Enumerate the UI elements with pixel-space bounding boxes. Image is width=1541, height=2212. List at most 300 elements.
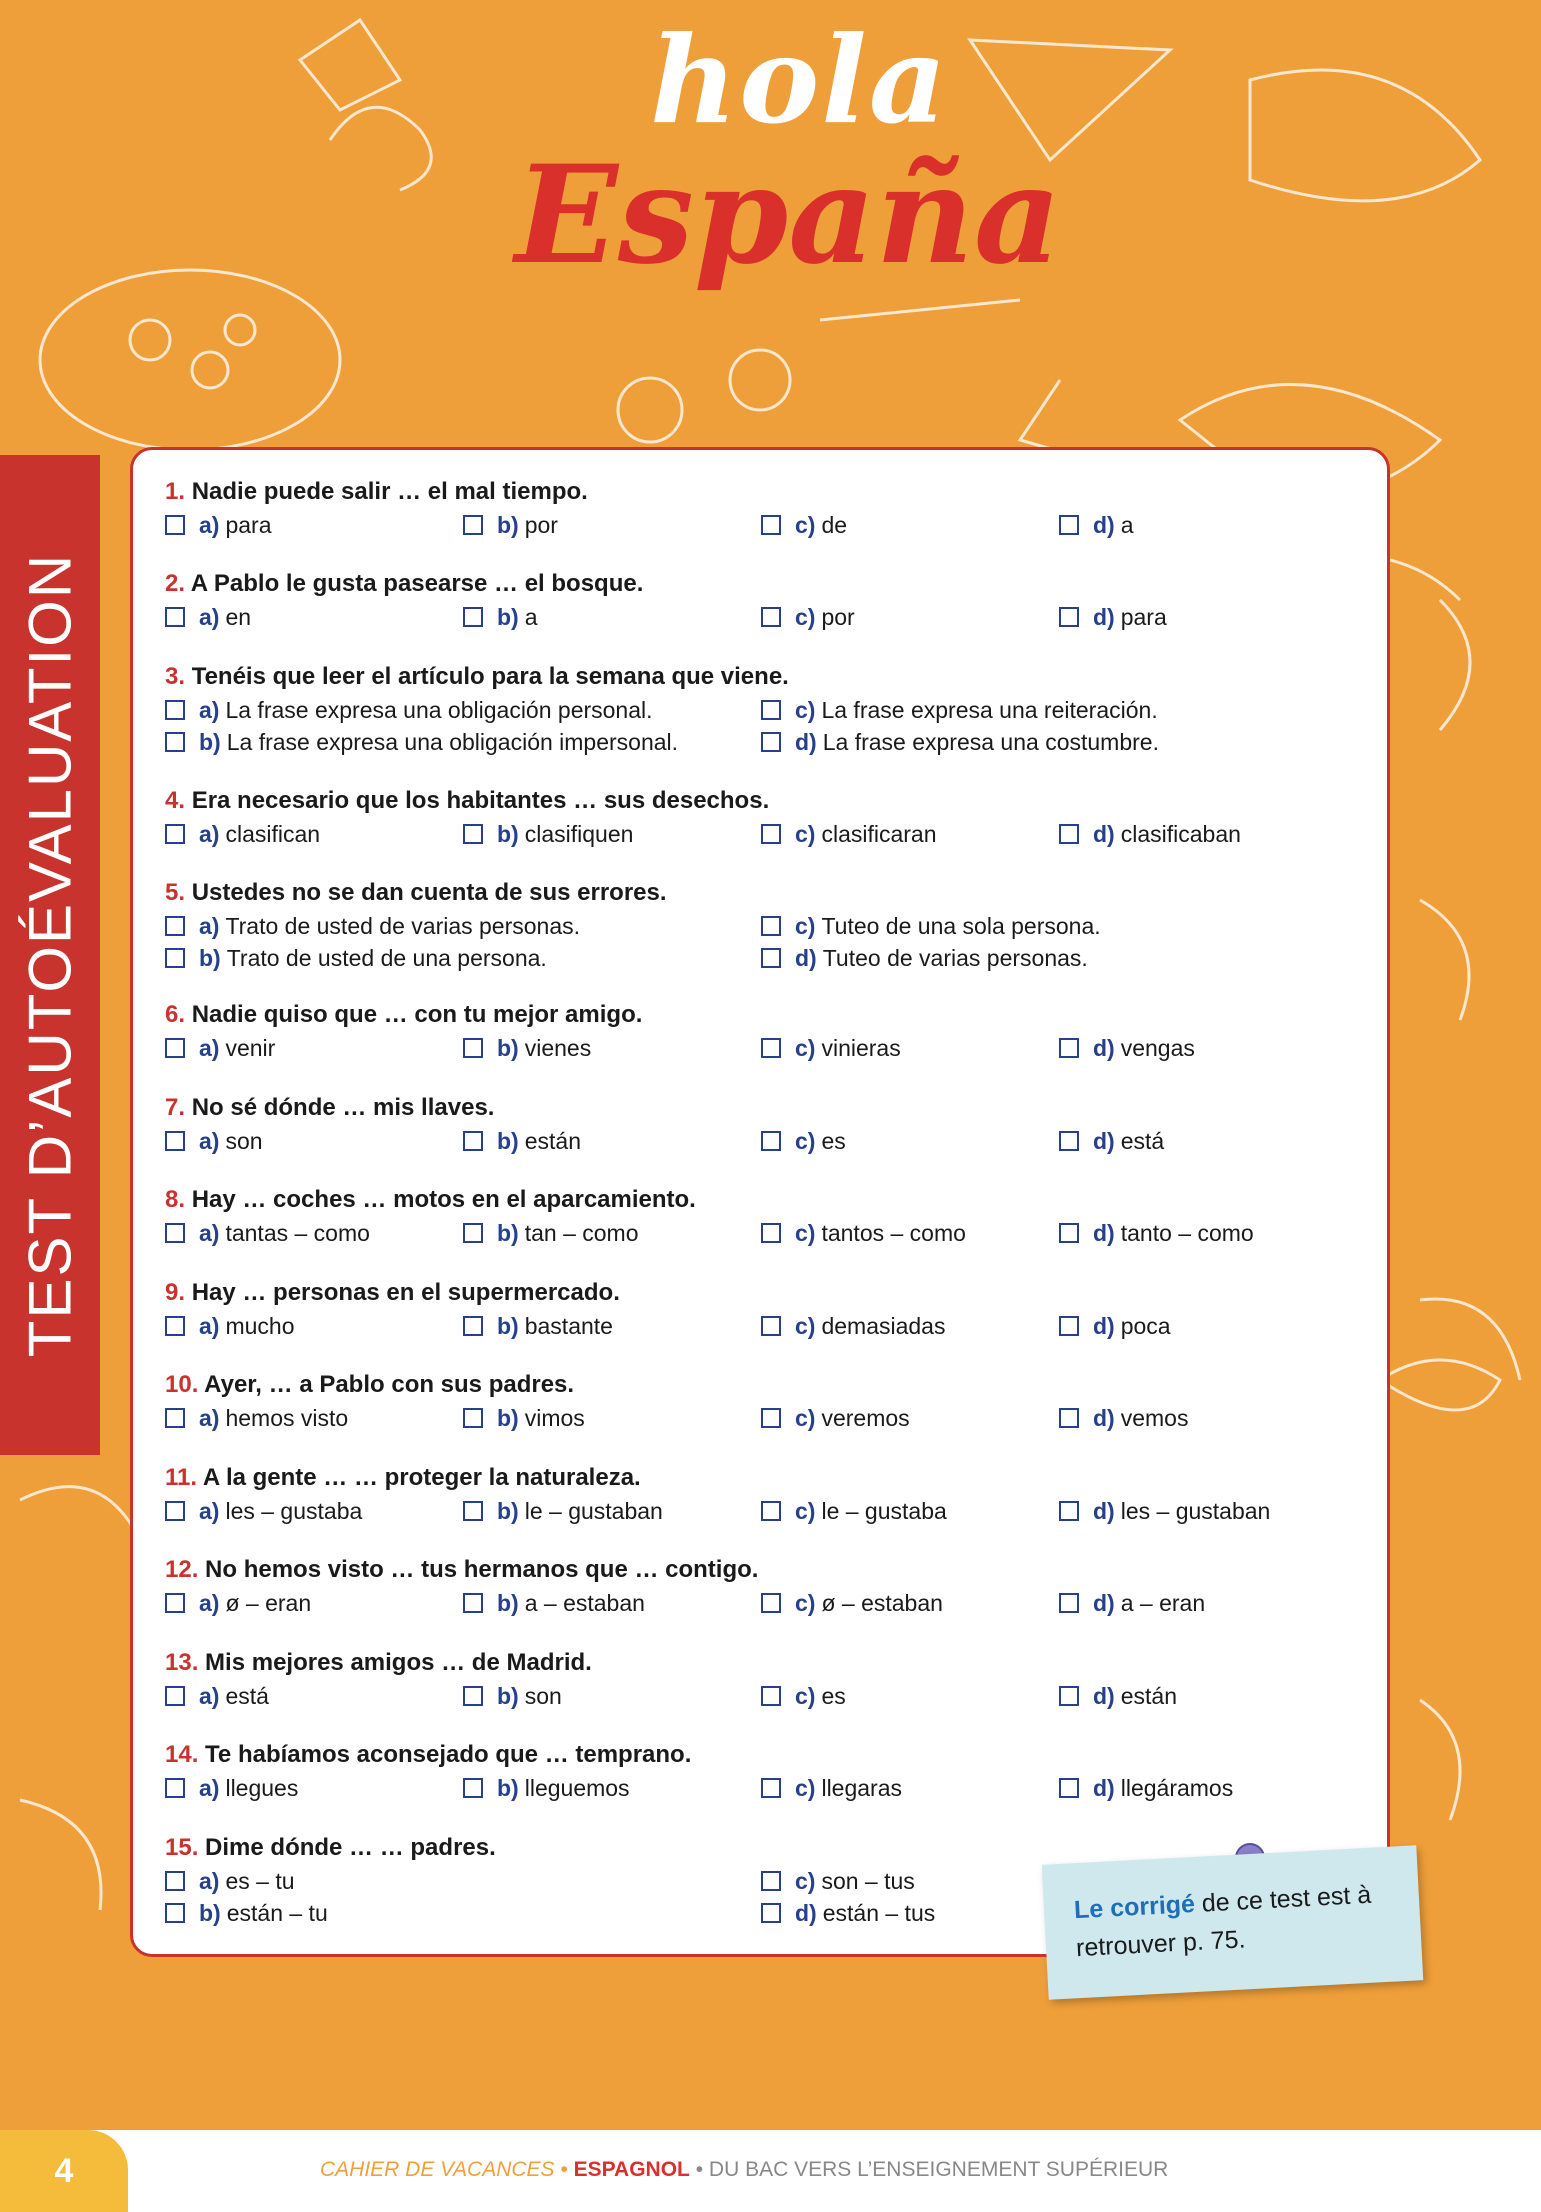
checkbox-icon[interactable] xyxy=(165,1903,185,1923)
checkbox-icon[interactable] xyxy=(165,1316,185,1336)
answer-option[interactable] xyxy=(1059,509,1357,541)
checkbox-icon[interactable] xyxy=(1059,1501,1079,1521)
option-letter: b) xyxy=(497,1497,519,1524)
answer-options xyxy=(165,1310,1365,1344)
option-letter: c) xyxy=(795,820,816,847)
option-label: están xyxy=(524,1127,581,1154)
question-number: 1. xyxy=(165,478,186,505)
option-label: tantas – como xyxy=(225,1219,370,1246)
question-number: 9. xyxy=(165,1279,186,1306)
checkbox-icon[interactable] xyxy=(165,1686,185,1706)
option-label: poca xyxy=(1120,1312,1171,1339)
checkbox-icon[interactable] xyxy=(761,1316,781,1336)
checkbox-icon[interactable] xyxy=(1059,1686,1079,1706)
option-letter: b) xyxy=(497,820,519,847)
checkbox-icon[interactable] xyxy=(463,1686,483,1706)
question-1 xyxy=(165,475,1365,543)
checkbox-icon[interactable] xyxy=(1059,1223,1079,1243)
checkbox-icon[interactable] xyxy=(463,1778,483,1798)
footer-part3: • DU BAC VERS L’ENSEIGNEMENT SUPÉRIEUR xyxy=(689,2158,1169,2181)
answer-option[interactable] xyxy=(165,1217,463,1249)
option-label: hemos visto xyxy=(225,1404,349,1431)
option-label: veremos xyxy=(821,1404,910,1431)
option-label: para xyxy=(225,511,272,538)
answer-option[interactable] xyxy=(761,1310,1059,1342)
checkbox-icon[interactable] xyxy=(761,1593,781,1613)
answer-option[interactable] xyxy=(1059,1402,1357,1434)
answer-options xyxy=(165,1032,1365,1066)
option-letter: d) xyxy=(1093,820,1115,847)
option-letter: c) xyxy=(795,1127,816,1154)
option-letter: d) xyxy=(1093,1034,1115,1061)
option-letter: d) xyxy=(795,1899,817,1926)
checkbox-icon[interactable] xyxy=(1059,1038,1079,1058)
question-label: Tenéis que leer el artículo para la semana que viene. xyxy=(191,663,789,690)
option-label: Trato de usted de una persona. xyxy=(226,944,547,971)
question-text xyxy=(165,567,1365,601)
option-label: vemos xyxy=(1120,1404,1189,1431)
question-number: 12. xyxy=(165,1556,199,1583)
question-label: Hay … coches … motos en el aparcamiento. xyxy=(191,1186,696,1213)
footer xyxy=(0,2130,1541,2212)
option-letter: d) xyxy=(1093,1774,1115,1801)
question-label: A Pablo le gusta pasearse … el bosque. xyxy=(190,570,644,597)
option-letter: c) xyxy=(795,511,816,538)
question-8 xyxy=(165,1183,1365,1251)
note-strong-text: Le corrigé xyxy=(1073,1889,1196,1925)
answer-options xyxy=(165,1125,1365,1159)
answer-options xyxy=(165,1680,1365,1714)
checkbox-icon[interactable] xyxy=(463,1316,483,1336)
option-label: clasificaban xyxy=(1120,820,1241,847)
question-2 xyxy=(165,567,1365,635)
option-letter: c) xyxy=(795,696,816,723)
option-letter: d) xyxy=(1093,1589,1115,1616)
option-letter: d) xyxy=(795,944,817,971)
checkbox-icon[interactable] xyxy=(165,1778,185,1798)
question-text xyxy=(165,1553,1365,1587)
answer-option[interactable] xyxy=(761,1680,1059,1712)
option-label: La frase expresa una reiteración. xyxy=(821,696,1158,723)
question-number: 15. xyxy=(165,1834,199,1861)
option-label: está xyxy=(1120,1127,1165,1154)
checkbox-icon[interactable] xyxy=(165,916,185,936)
answer-option[interactable] xyxy=(165,818,463,850)
checkbox-icon[interactable] xyxy=(761,700,781,720)
question-3 xyxy=(165,660,1365,758)
option-label: bastante xyxy=(524,1312,613,1339)
option-label: llegaras xyxy=(821,1774,902,1801)
question-label: Mis mejores amigos … de Madrid. xyxy=(205,1649,592,1676)
question-label: Era necesario que los habitantes … sus desechos. xyxy=(191,787,770,814)
option-letter: d) xyxy=(1093,1404,1115,1431)
checkbox-icon[interactable] xyxy=(463,515,483,535)
checkbox-icon[interactable] xyxy=(165,1038,185,1058)
note-text: de ce test est à retrouver p. 75. xyxy=(1075,1880,1372,1963)
option-letter: b) xyxy=(497,1127,519,1154)
answer-options xyxy=(165,1772,1365,1806)
option-letter: b) xyxy=(199,728,221,755)
checkbox-icon[interactable] xyxy=(165,948,185,968)
checkbox-icon[interactable] xyxy=(165,1501,185,1521)
checkbox-icon[interactable] xyxy=(1059,515,1079,535)
checkbox-icon[interactable] xyxy=(165,1408,185,1428)
option-letter: a) xyxy=(199,912,220,939)
answer-option[interactable] xyxy=(761,942,1357,974)
answer-option[interactable] xyxy=(165,1310,463,1342)
question-text xyxy=(165,475,1365,509)
option-label: Tuteo de varias personas. xyxy=(822,944,1088,971)
option-letter: b) xyxy=(497,511,519,538)
checkbox-icon[interactable] xyxy=(463,1131,483,1151)
question-label: No sé dónde … mis llaves. xyxy=(191,1094,495,1121)
answer-option[interactable] xyxy=(165,1865,761,1897)
answer-option[interactable] xyxy=(761,726,1357,758)
option-label: son – tus xyxy=(821,1867,915,1894)
answer-options xyxy=(165,1402,1365,1436)
checkbox-icon[interactable] xyxy=(165,1593,185,1613)
question-number: 10. xyxy=(165,1371,199,1398)
option-label: Tuteo de una sola persona. xyxy=(821,912,1101,939)
question-label: Nadie quiso que … con tu mejor amigo. xyxy=(191,1001,643,1028)
answer-option[interactable] xyxy=(463,1217,761,1249)
option-letter: d) xyxy=(1093,1127,1115,1154)
answer-note xyxy=(1042,1845,1424,1999)
checkbox-icon[interactable] xyxy=(165,700,185,720)
checkbox-icon[interactable] xyxy=(761,916,781,936)
checkbox-icon[interactable] xyxy=(761,1501,781,1521)
question-number: 7. xyxy=(165,1094,186,1121)
option-label: son xyxy=(524,1682,562,1709)
question-label: No hemos visto … tus hermanos que … contigo. xyxy=(205,1556,759,1583)
answer-option[interactable] xyxy=(761,509,1059,541)
answer-option[interactable] xyxy=(1059,1587,1357,1619)
question-text xyxy=(165,1738,1365,1772)
option-label: a xyxy=(524,603,538,630)
checkbox-icon[interactable] xyxy=(463,1593,483,1613)
answer-options xyxy=(165,1495,1365,1529)
answer-option[interactable] xyxy=(463,1772,761,1804)
question-label: Te habíamos aconsejado que … temprano. xyxy=(205,1741,692,1768)
option-label: les – gustaban xyxy=(1120,1497,1271,1524)
option-label: es xyxy=(821,1127,846,1154)
option-label: demasiadas xyxy=(821,1312,946,1339)
option-label: en xyxy=(225,603,252,630)
answer-options xyxy=(165,1217,1365,1251)
option-label: vienes xyxy=(524,1034,592,1061)
answer-option[interactable] xyxy=(463,818,761,850)
checkbox-icon[interactable] xyxy=(1059,1593,1079,1613)
option-letter: c) xyxy=(795,1867,816,1894)
checkbox-icon[interactable] xyxy=(165,1131,185,1151)
option-label: clasifiquen xyxy=(524,820,634,847)
answer-option[interactable] xyxy=(463,1402,761,1434)
question-10 xyxy=(165,1368,1365,1436)
answer-option[interactable] xyxy=(761,1587,1059,1619)
option-label: La frase expresa una obligación personal. xyxy=(225,696,653,723)
answer-option[interactable] xyxy=(1059,1495,1357,1527)
espana-title: España xyxy=(515,135,1062,294)
option-letter: c) xyxy=(795,1034,816,1061)
option-label: clasifican xyxy=(225,820,321,847)
answer-option[interactable] xyxy=(761,694,1357,726)
checkbox-icon[interactable] xyxy=(463,1223,483,1243)
option-letter: d) xyxy=(1093,1497,1115,1524)
option-letter: d) xyxy=(1093,603,1115,630)
option-letter: a) xyxy=(199,820,220,847)
answer-option[interactable] xyxy=(761,1217,1059,1249)
question-6 xyxy=(165,998,1365,1066)
checkbox-icon[interactable] xyxy=(1059,1131,1079,1151)
option-letter: a) xyxy=(199,1589,220,1616)
checkbox-icon[interactable] xyxy=(761,1778,781,1798)
question-label: Hay … personas en el supermercado. xyxy=(191,1279,620,1306)
option-letter: b) xyxy=(497,1404,519,1431)
option-label: a xyxy=(1120,511,1134,538)
question-7 xyxy=(165,1091,1365,1159)
hola-lettering: hola xyxy=(650,10,949,151)
option-label: le – gustaban xyxy=(524,1497,663,1524)
option-label: están xyxy=(1120,1682,1177,1709)
answer-option[interactable] xyxy=(165,910,761,942)
answer-option[interactable] xyxy=(463,1125,761,1157)
answer-option[interactable] xyxy=(463,601,761,633)
answer-option[interactable] xyxy=(165,726,761,758)
answer-option[interactable] xyxy=(463,1495,761,1527)
answer-option[interactable] xyxy=(463,1310,761,1342)
option-label: por xyxy=(821,603,855,630)
checkbox-icon[interactable] xyxy=(761,824,781,844)
question-text xyxy=(165,1183,1365,1217)
checkbox-icon[interactable] xyxy=(463,1038,483,1058)
option-letter: b) xyxy=(497,1682,519,1709)
option-label: les – gustaba xyxy=(225,1497,363,1524)
option-letter: a) xyxy=(199,1497,220,1524)
option-letter: a) xyxy=(199,1682,220,1709)
checkbox-icon[interactable] xyxy=(1059,824,1079,844)
checkbox-icon[interactable] xyxy=(1059,1408,1079,1428)
checkbox-icon[interactable] xyxy=(1059,1316,1079,1336)
checkbox-icon[interactable] xyxy=(761,1131,781,1151)
question-text xyxy=(165,660,1365,694)
answer-option[interactable] xyxy=(463,509,761,541)
checkbox-icon[interactable] xyxy=(463,824,483,844)
checkbox-icon[interactable] xyxy=(761,607,781,627)
answer-option[interactable] xyxy=(1059,601,1357,633)
checkbox-icon[interactable] xyxy=(165,824,185,844)
answer-options xyxy=(165,910,1365,974)
option-letter: c) xyxy=(795,1682,816,1709)
answer-option[interactable] xyxy=(165,1587,463,1619)
question-label: Ustedes no se dan cuenta de sus errores. xyxy=(191,879,667,906)
option-label: venir xyxy=(225,1034,276,1061)
answer-option[interactable] xyxy=(1059,1310,1357,1342)
option-letter: a) xyxy=(199,1034,220,1061)
checkbox-icon[interactable] xyxy=(761,1871,781,1891)
answer-option[interactable] xyxy=(761,1125,1059,1157)
answer-options xyxy=(165,1587,1365,1621)
option-letter: b) xyxy=(497,1034,519,1061)
option-label: de xyxy=(821,511,848,538)
question-4 xyxy=(165,784,1365,852)
checkbox-icon[interactable] xyxy=(463,1501,483,1521)
checkbox-icon[interactable] xyxy=(165,607,185,627)
option-letter: b) xyxy=(497,1774,519,1801)
checkbox-icon[interactable] xyxy=(761,1223,781,1243)
answer-option[interactable] xyxy=(1059,1032,1357,1064)
checkbox-icon[interactable] xyxy=(463,1408,483,1428)
checkbox-icon[interactable] xyxy=(761,732,781,752)
checkbox-icon[interactable] xyxy=(165,1223,185,1243)
option-label: ø – estaban xyxy=(821,1589,943,1616)
answer-option[interactable] xyxy=(165,1032,463,1064)
checkbox-icon[interactable] xyxy=(165,732,185,752)
option-label: mucho xyxy=(225,1312,295,1339)
question-text xyxy=(165,1646,1365,1680)
option-label: está xyxy=(225,1682,269,1709)
option-label: La frase expresa una costumbre. xyxy=(822,728,1159,755)
question-label: Nadie puede salir … el mal tiempo. xyxy=(191,478,588,505)
question-text xyxy=(165,1276,1365,1310)
answer-option[interactable] xyxy=(165,1897,761,1929)
option-letter: c) xyxy=(795,1774,816,1801)
answer-option[interactable] xyxy=(463,1032,761,1064)
question-5 xyxy=(165,876,1365,974)
checkbox-icon[interactable] xyxy=(1059,607,1079,627)
answer-option[interactable] xyxy=(1059,818,1357,850)
option-label: es – tu xyxy=(225,1867,295,1894)
sidebar-title: TEST D’AUTOÉVALUATION xyxy=(16,552,84,1358)
option-label: están – tus xyxy=(822,1899,936,1926)
answer-option[interactable] xyxy=(761,1032,1059,1064)
question-number: 5. xyxy=(165,879,186,906)
option-letter: c) xyxy=(795,603,816,630)
option-letter: c) xyxy=(795,1497,816,1524)
answer-option[interactable] xyxy=(463,1587,761,1619)
answer-option[interactable] xyxy=(761,1772,1059,1804)
option-letter: c) xyxy=(795,1312,816,1339)
option-label: vinieras xyxy=(821,1034,901,1061)
answer-options xyxy=(165,601,1365,635)
option-letter: b) xyxy=(199,944,221,971)
option-label: tantos – como xyxy=(821,1219,966,1246)
question-number: 8. xyxy=(165,1186,186,1213)
question-text xyxy=(165,1461,1365,1495)
option-letter: d) xyxy=(1093,1682,1115,1709)
answer-option[interactable] xyxy=(165,1125,463,1157)
answer-options xyxy=(165,694,1365,758)
option-letter: a) xyxy=(199,1127,220,1154)
answer-option[interactable] xyxy=(761,601,1059,633)
question-11 xyxy=(165,1461,1365,1529)
question-text xyxy=(165,876,1365,910)
question-text xyxy=(165,1368,1365,1402)
answer-option[interactable] xyxy=(1059,1772,1357,1804)
answer-option[interactable] xyxy=(165,1402,463,1434)
question-13 xyxy=(165,1646,1365,1714)
checkbox-icon[interactable] xyxy=(761,948,781,968)
option-letter: d) xyxy=(1093,1219,1115,1246)
option-label: llegues xyxy=(225,1774,299,1801)
footer-part1: CAHIER DE VACANCES • xyxy=(320,2158,574,2181)
question-12 xyxy=(165,1553,1365,1621)
option-letter: d) xyxy=(795,728,817,755)
option-label: a – estaban xyxy=(524,1589,645,1616)
option-letter: c) xyxy=(795,1404,816,1431)
checkbox-icon[interactable] xyxy=(165,1871,185,1891)
answer-option[interactable] xyxy=(761,818,1059,850)
answer-option[interactable] xyxy=(1059,1217,1357,1249)
question-label: Ayer, … a Pablo con sus padres. xyxy=(204,1371,575,1398)
answer-option[interactable] xyxy=(761,910,1357,942)
checkbox-icon[interactable] xyxy=(761,515,781,535)
question-label: A la gente … … proteger la naturaleza. xyxy=(202,1464,641,1491)
option-label: lleguemos xyxy=(524,1774,630,1801)
question-number: 14. xyxy=(165,1741,199,1768)
option-label: vimos xyxy=(524,1404,585,1431)
question-number: 13. xyxy=(165,1649,199,1676)
option-label: para xyxy=(1120,603,1167,630)
option-letter: d) xyxy=(1093,1312,1115,1339)
checkbox-icon[interactable] xyxy=(165,515,185,535)
option-letter: c) xyxy=(795,1219,816,1246)
option-letter: c) xyxy=(795,912,816,939)
option-label: vengas xyxy=(1120,1034,1195,1061)
answer-options xyxy=(165,818,1365,852)
checkbox-icon[interactable] xyxy=(761,1408,781,1428)
answer-option[interactable] xyxy=(165,601,463,633)
answer-option[interactable] xyxy=(1059,1125,1357,1157)
option-letter: b) xyxy=(199,1899,221,1926)
option-letter: a) xyxy=(199,1867,220,1894)
option-label: Trato de usted de varias personas. xyxy=(225,912,581,939)
question-text xyxy=(165,998,1365,1032)
option-letter: b) xyxy=(497,1219,519,1246)
option-label: llegáramos xyxy=(1120,1774,1234,1801)
answer-option[interactable] xyxy=(165,1495,463,1527)
question-number: 2. xyxy=(165,570,186,597)
answer-option[interactable] xyxy=(165,509,463,541)
option-letter: a) xyxy=(199,1219,220,1246)
answer-option[interactable] xyxy=(1059,1680,1357,1712)
question-text xyxy=(165,1091,1365,1125)
checkbox-icon[interactable] xyxy=(1059,1778,1079,1798)
checkbox-icon[interactable] xyxy=(463,607,483,627)
answer-option[interactable] xyxy=(761,1495,1059,1527)
answer-option[interactable] xyxy=(165,1680,463,1712)
answer-options xyxy=(165,509,1365,543)
answer-option[interactable] xyxy=(165,1772,463,1804)
answer-option[interactable] xyxy=(761,1402,1059,1434)
question-number: 6. xyxy=(165,1001,186,1028)
option-label: tan – como xyxy=(524,1219,639,1246)
option-label: ø – eran xyxy=(225,1589,312,1616)
option-letter: a) xyxy=(199,1404,220,1431)
answer-option[interactable] xyxy=(165,694,761,726)
answer-option[interactable] xyxy=(463,1680,761,1712)
checkbox-icon[interactable] xyxy=(761,1038,781,1058)
option-label: es xyxy=(821,1682,846,1709)
answer-option[interactable] xyxy=(165,942,761,974)
question-number: 4. xyxy=(165,787,186,814)
checkbox-icon[interactable] xyxy=(761,1903,781,1923)
option-label: tanto – como xyxy=(1120,1219,1254,1246)
checkbox-icon[interactable] xyxy=(761,1686,781,1706)
option-label: a – eran xyxy=(1120,1589,1206,1616)
question-number: 3. xyxy=(165,663,186,690)
option-label: por xyxy=(524,511,558,538)
option-letter: a) xyxy=(199,696,220,723)
